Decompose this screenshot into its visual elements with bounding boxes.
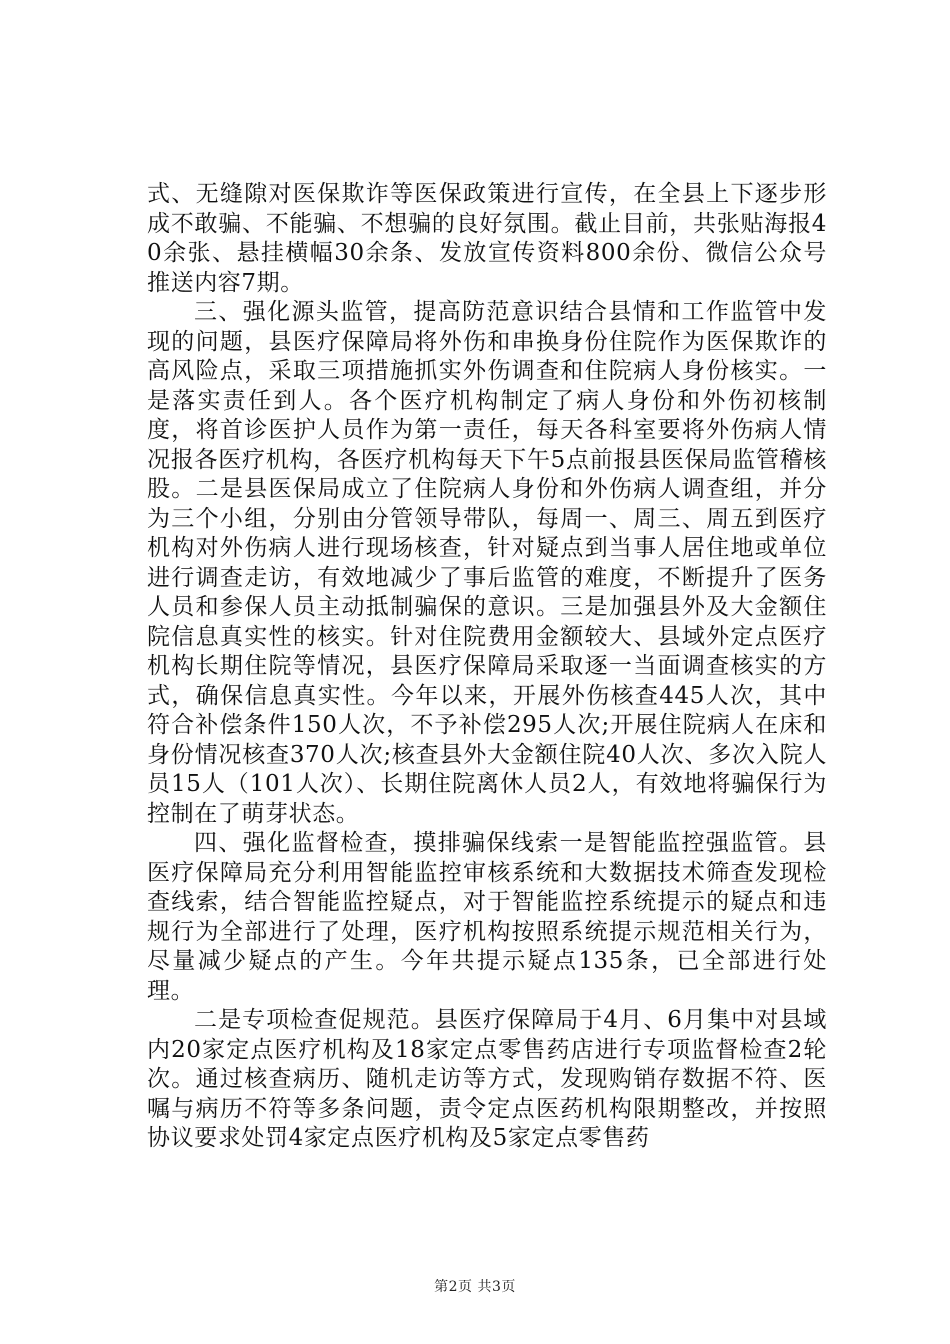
paragraph-special-inspection: 二是专项检查促规范。县医疗保障局于4月、6月集中对县域内20家定点医疗机构及18家定点零售药店进行专项监督检查2轮次。通过核查病历、随机走访等方式，发现购销存数据不符、医嘱与病历不符等多条问题，责令定点医药机构限期整改，并按照协议要求处罚4家定点医疗机构及5家定点零售药: [147, 1007, 827, 1151]
paragraph-smart-monitoring: 四、强化监督检查，摸排骗保线索一是智能监控强监管。县医疗保障局充分利用智能监控审核系统和大数据技术筛查发现检查线索，结合智能监控疑点，对于智能监控系统提示的疑点和违规行为全部进行了处理，医疗机构按照系统提示规范相关行为，尽量减少疑点的产生。今年共提示疑点135条，已全部进行处理。: [147, 830, 827, 1004]
document-body: [147, 180, 827, 1154]
page-number-footer: 第2页 共3页: [434, 1279, 516, 1295]
paragraph-source-supervision: 三、强化源头监管，提高防范意识结合县情和工作监管中发现的问题，县医疗保障局将外伤和串换身份住院作为医保欺诈的高风险点，采取三项措施抓实外伤调查和住院病人身份核实。一是落实责任到人。各个医疗机构制定了病人身份和外伤初核制度，将首诊医护人员作为第一责任，每天各科室要将外伤病人情况报各医疗机构，各医疗机构每天下午5点前报县医保局监管稽核股。二是县医保局成立了住院病人身份和外伤病人调查组，并分为三个小组，分别由分管领导带队，每周一、周三、周五到医疗机构对外伤病人进行现场核查，针对疑点到当事人居住地或单位进行调查走访，有效地减少了事后监管的难度，不断提升了医务人员和参保人员主动抵制骗保的意识。三是加强县外及大金额住院信息真实性的核实。针对住院费用金额较大、县域外定点医疗机构长期住院等情况，县医疗保障局采取逐一当面调查核实的方式，确保信息真实性。今年以来，开展外伤核查445人次，其中符合补偿条件150人次，不予补偿295人次;开展住院病人在床和身份情况核查370人次;核查县外大金额住院40人次、多次入院人员15人（101人次）、长期住院离休人员2人，有效地将骗保行为控制在了萌芽状态。: [147, 299, 827, 827]
paragraph-publicity: 式、无缝隙对医保欺诈等医保政策进行宣传，在全县上下逐步形成不敢骗、不能骗、不想骗的良好氛围。截止目前，共张贴海报40余张、悬挂横幅30余条、发放宣传资料800余份、微信公众号推送内容7期。: [147, 181, 827, 296]
